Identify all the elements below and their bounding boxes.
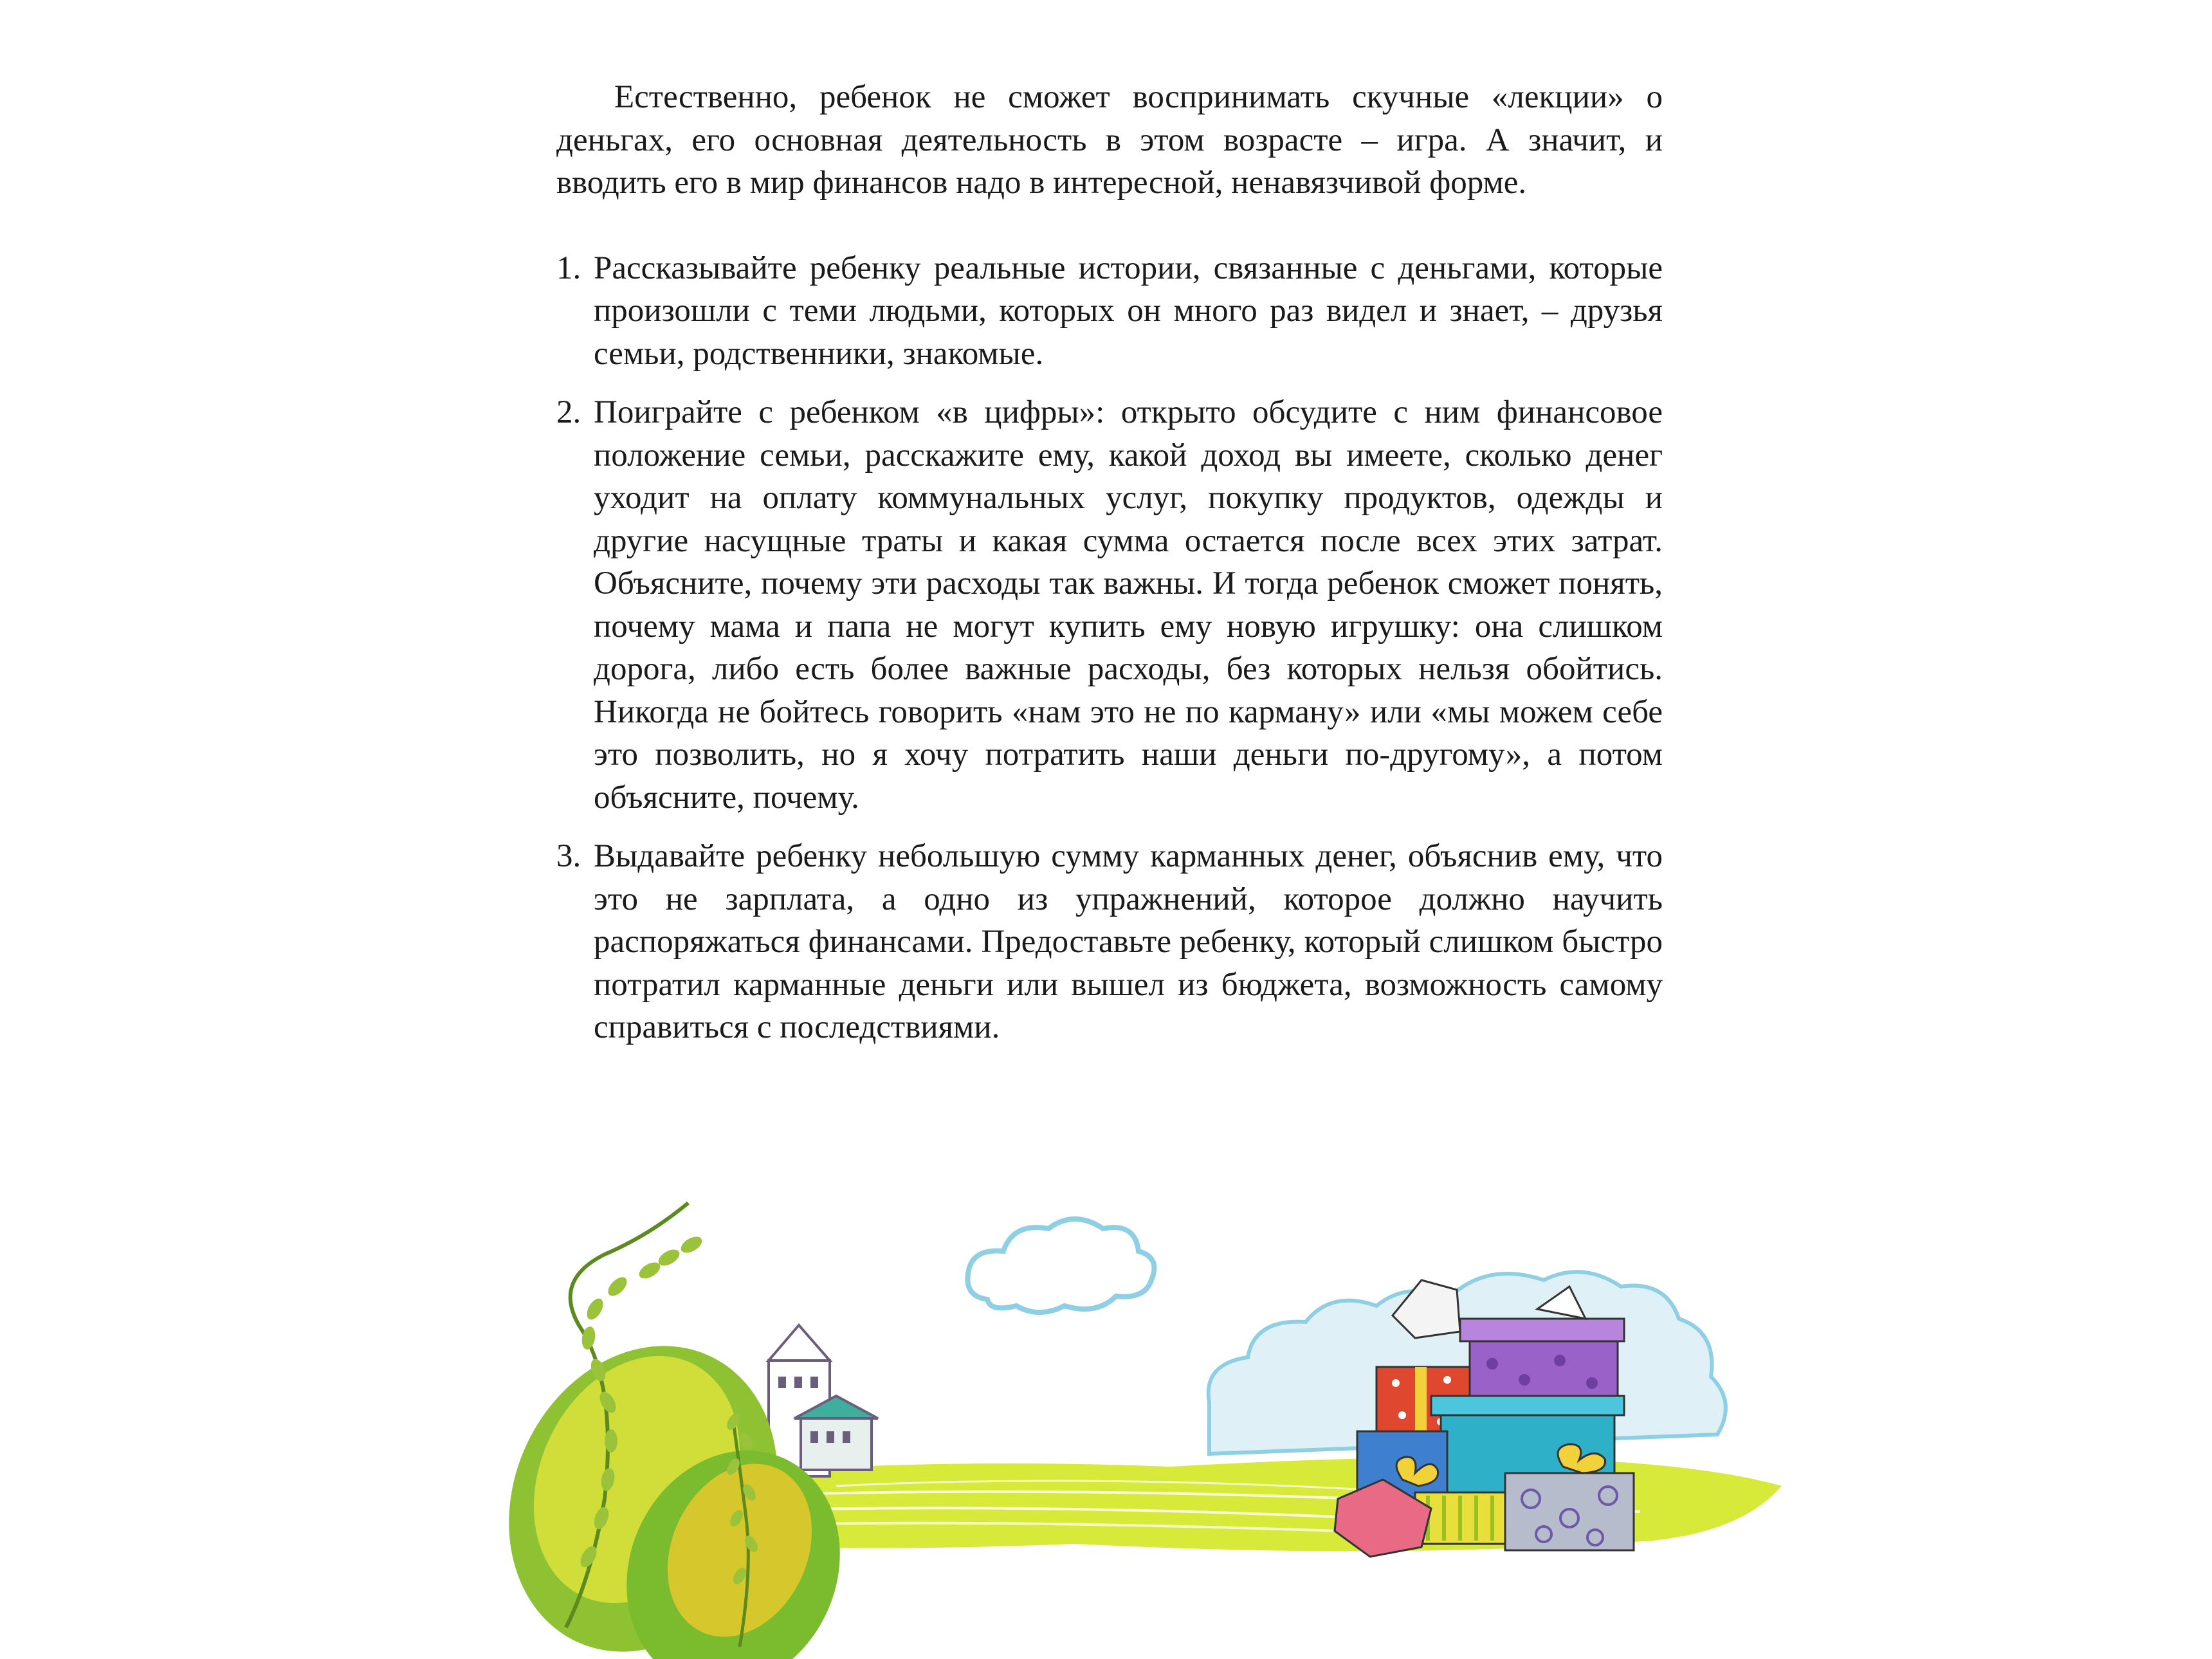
intro-paragraph: Естественно, ребенок не сможет воспринимать скучные «лекции» о деньгах, его основная деятельность в этом возрасте – игра. А значит, и вводить его в мир финансов надо в интересной, ненавязчивой форме. bbox=[556, 79, 1663, 201]
list-item-number: 3. bbox=[556, 838, 581, 874]
list-item-text: Рассказывайте ребенку реальные истории, связанные с деньгами, которые произошли с теми людьми, которых он много раз видел и знает, – друзья семьи, родственники, знакомые. bbox=[594, 250, 1663, 372]
list-item-text: Поиграйте с ребенком «в цифры»: открыто обсудите с ним финансовое положение семьи, расскажите ему, какой доход вы имеете, сколько денег уходит на оплату коммунальных услуг, покупку продуктов, одежды и другие насущные траты и какая сумма остается после всех этих затрат. Объясните, почему эти расходы так важны. И тогда ребенок сможет понять, почему мама и папа не могут купить ему новую игрушку: она слишком дорога, либо есть более важные расходы, без которых нельзя обойтись. Никогда не бойтесь говорить «нам это не по карману» или «мы можем себе это позволить, но я хочу потратить наши деньги по-другому», а потом объясните, почему. bbox=[594, 394, 1663, 816]
list-item-text: Выдавайте ребенку небольшую сумму карманных денег, объяснив ему, что это не зарплата, а одно из упражнений, которое должно научить распоряжаться финансами. Предоставьте ребенку, который слишком быстро потратил карманные деньги или вышел из бюджета, возможность самому справиться с последствиями. bbox=[594, 838, 1663, 1045]
list-item-number: 2. bbox=[556, 394, 581, 430]
cloud-small bbox=[967, 1219, 1154, 1312]
list-item-number: 1. bbox=[556, 250, 581, 286]
castle-building bbox=[769, 1325, 878, 1476]
